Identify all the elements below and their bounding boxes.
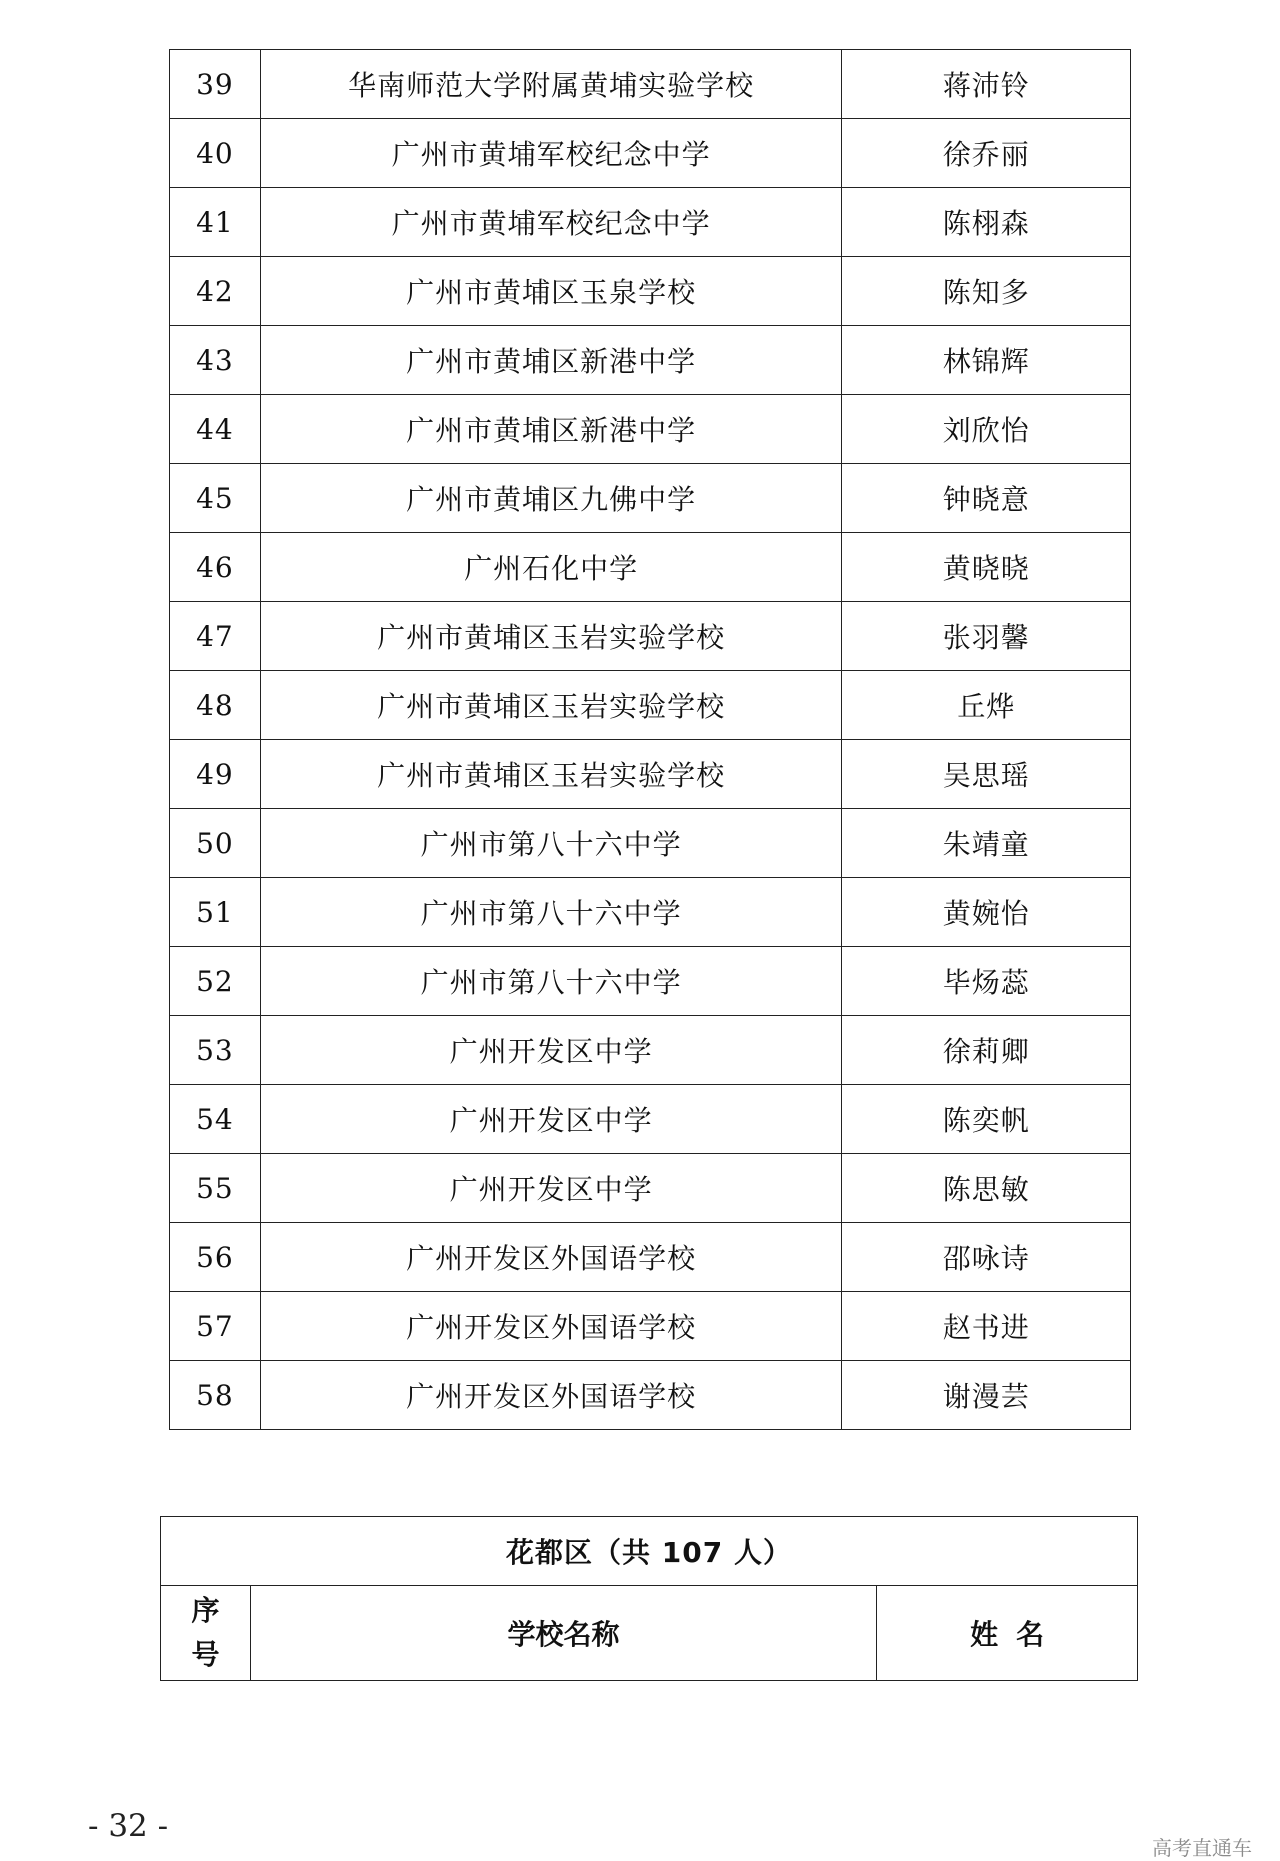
row-school: 广州市黄埔区新港中学 (260, 326, 842, 395)
winners-table-body (170, 50, 1131, 1430)
row-seq: 39 (170, 50, 261, 119)
row-seq: 46 (170, 533, 261, 602)
row-school: 广州市黄埔军校纪念中学 (260, 188, 842, 257)
table-row (170, 326, 1131, 395)
table-row (170, 50, 1131, 119)
row-name: 陈奕帆 (842, 1085, 1131, 1154)
seq-header-line1: 序 (191, 1594, 220, 1627)
row-name: 刘欣怡 (842, 395, 1131, 464)
table-row (170, 1085, 1131, 1154)
row-name: 陈栩森 (842, 188, 1131, 257)
table-row (170, 740, 1131, 809)
table-row (170, 1016, 1131, 1085)
row-school: 广州石化中学 (260, 533, 842, 602)
row-seq: 42 (170, 257, 261, 326)
winners-table (169, 49, 1131, 1430)
row-name: 林锦辉 (842, 326, 1131, 395)
table-row (170, 1361, 1131, 1430)
row-seq: 50 (170, 809, 261, 878)
row-seq: 52 (170, 947, 261, 1016)
row-name: 徐乔丽 (842, 119, 1131, 188)
table-row (170, 671, 1131, 740)
row-seq: 51 (170, 878, 261, 947)
row-school: 华南师范大学附属黄埔实验学校 (260, 50, 842, 119)
table-row (170, 188, 1131, 257)
watermark: 高考直通车 (1152, 1836, 1252, 1860)
table-row (170, 533, 1131, 602)
row-name: 张羽馨 (842, 602, 1131, 671)
row-name: 谢漫芸 (842, 1361, 1131, 1430)
row-school: 广州市黄埔区玉岩实验学校 (260, 740, 842, 809)
row-school: 广州开发区外国语学校 (260, 1223, 842, 1292)
row-school: 广州市第八十六中学 (260, 878, 842, 947)
row-name: 赵书进 (842, 1292, 1131, 1361)
row-seq: 47 (170, 602, 261, 671)
table-row (170, 257, 1131, 326)
row-name: 吴思瑶 (842, 740, 1131, 809)
row-school: 广州市黄埔军校纪念中学 (260, 119, 842, 188)
seq-header (161, 1586, 251, 1681)
table-row (170, 395, 1131, 464)
row-school: 广州开发区外国语学校 (260, 1361, 842, 1430)
row-name: 丘烨 (842, 671, 1131, 740)
row-name: 蒋沛铃 (842, 50, 1131, 119)
row-seq: 48 (170, 671, 261, 740)
row-seq: 41 (170, 188, 261, 257)
row-seq: 45 (170, 464, 261, 533)
row-name: 陈思敏 (842, 1154, 1131, 1223)
row-school: 广州开发区中学 (260, 1154, 842, 1223)
row-name: 朱靖童 (842, 809, 1131, 878)
row-school: 广州市黄埔区玉泉学校 (260, 257, 842, 326)
row-seq: 43 (170, 326, 261, 395)
row-school: 广州市第八十六中学 (260, 947, 842, 1016)
row-name: 黄晓晓 (842, 533, 1131, 602)
row-school: 广州开发区中学 (260, 1085, 842, 1154)
seq-header-line2: 号 (191, 1638, 220, 1671)
row-seq: 44 (170, 395, 261, 464)
row-name: 毕炀蕊 (842, 947, 1131, 1016)
table-row (170, 1223, 1131, 1292)
table-row (170, 947, 1131, 1016)
table-row (170, 119, 1131, 188)
row-school: 广州市黄埔区新港中学 (260, 395, 842, 464)
row-seq: 55 (170, 1154, 261, 1223)
table-row (170, 602, 1131, 671)
row-seq: 58 (170, 1361, 261, 1430)
table-row (170, 809, 1131, 878)
school-header: 学校名称 (250, 1586, 876, 1681)
row-school: 广州市第八十六中学 (260, 809, 842, 878)
row-name: 陈知多 (842, 257, 1131, 326)
row-name: 黄婉怡 (842, 878, 1131, 947)
row-name: 邵咏诗 (842, 1223, 1131, 1292)
row-seq: 56 (170, 1223, 261, 1292)
section-header-row (161, 1586, 1138, 1681)
table-row (170, 1154, 1131, 1223)
row-name: 徐莉卿 (842, 1016, 1131, 1085)
section-title-row (161, 1517, 1138, 1586)
table-row (170, 464, 1131, 533)
row-seq: 57 (170, 1292, 261, 1361)
row-school: 广州开发区中学 (260, 1016, 842, 1085)
row-school: 广州开发区外国语学校 (260, 1292, 842, 1361)
name-header: 姓名 (877, 1586, 1138, 1681)
row-seq: 49 (170, 740, 261, 809)
section-title: 花都区（共 107 人） (161, 1517, 1138, 1586)
huadu-section-table (160, 1516, 1138, 1681)
table-row (170, 878, 1131, 947)
table-row (170, 1292, 1131, 1361)
page-number: - 32 - (88, 1808, 169, 1844)
row-seq: 53 (170, 1016, 261, 1085)
row-name: 钟晓意 (842, 464, 1131, 533)
row-seq: 40 (170, 119, 261, 188)
row-school: 广州市黄埔区九佛中学 (260, 464, 842, 533)
row-seq: 54 (170, 1085, 261, 1154)
row-school: 广州市黄埔区玉岩实验学校 (260, 602, 842, 671)
row-school: 广州市黄埔区玉岩实验学校 (260, 671, 842, 740)
